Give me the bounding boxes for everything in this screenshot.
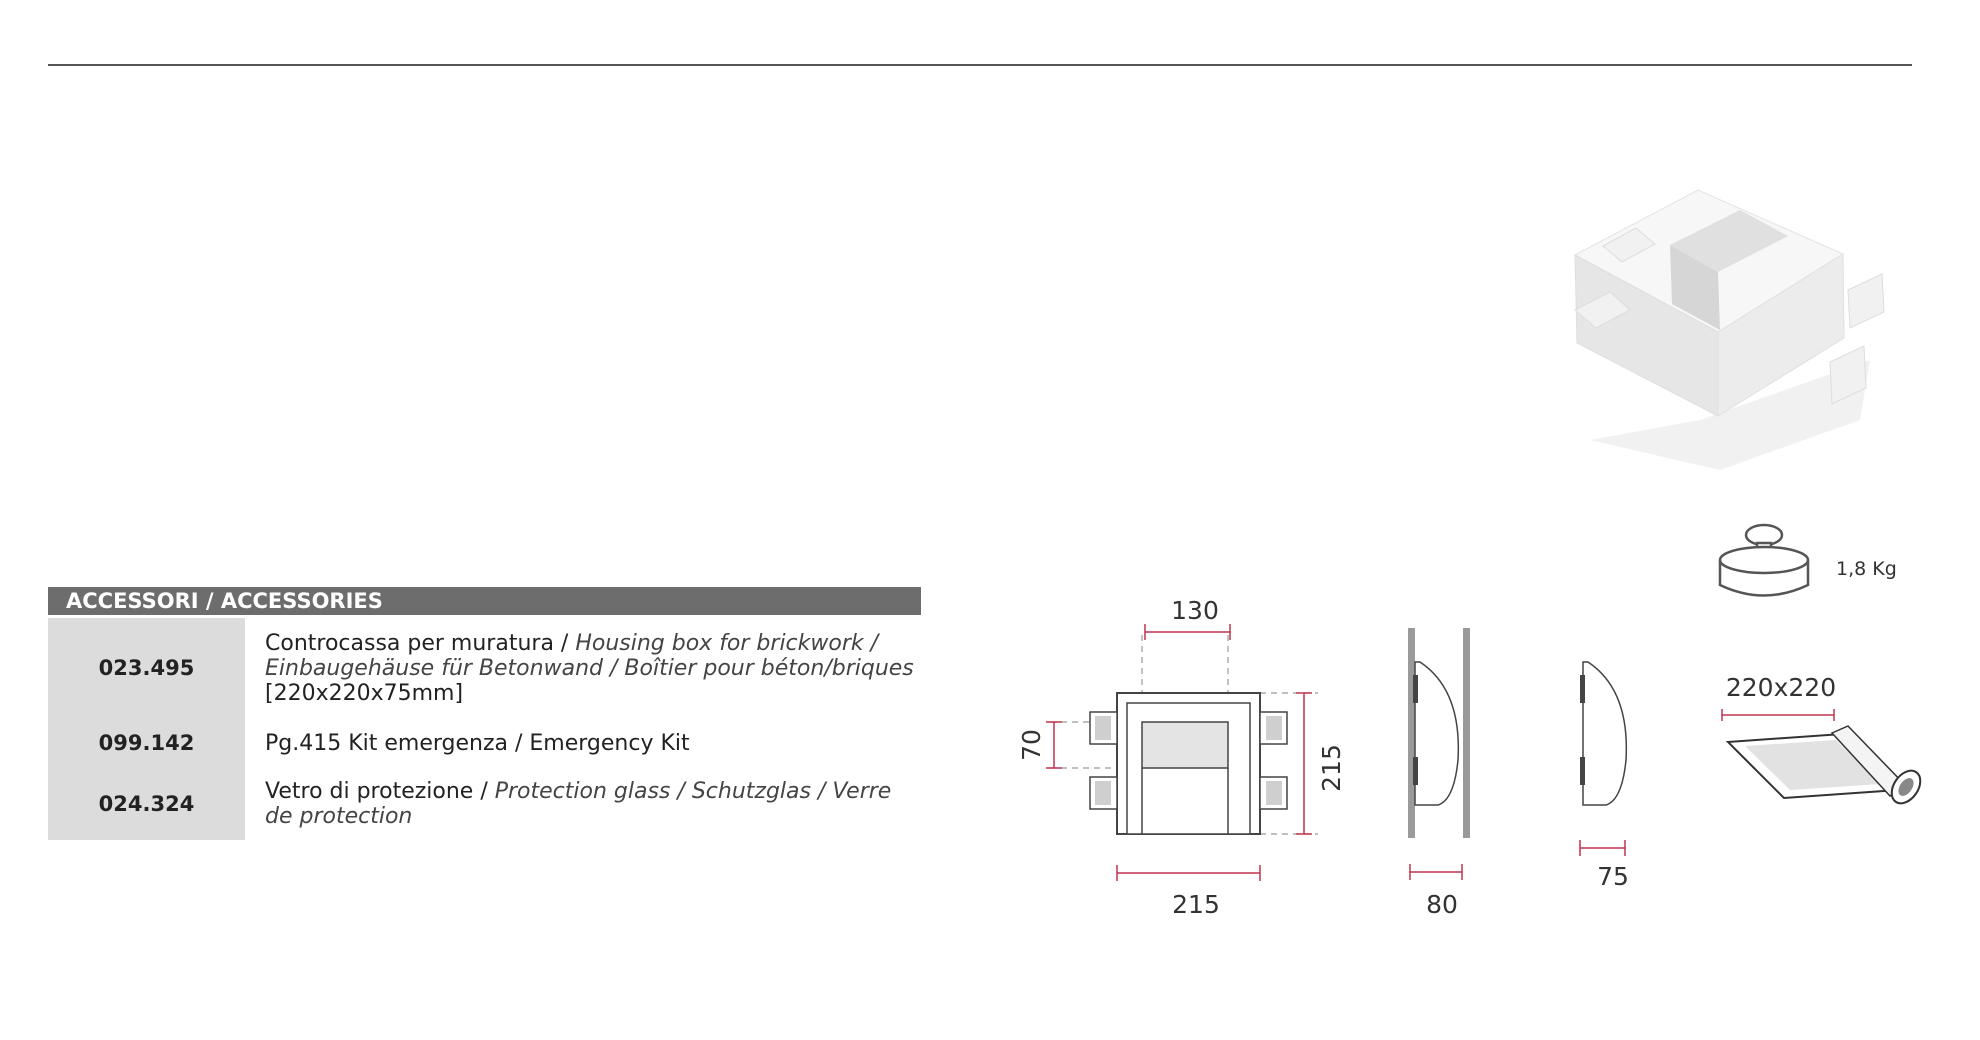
desc-fr: Verre de protection [265,779,892,829]
accessory-description: Vetro di protezione / Protection glass / Schutzglas / Verre de protection [265,779,892,829]
dim-side-depth: 80 [1426,890,1458,919]
side-view [1580,662,1626,856]
dim-cutout: 220x220 [1725,673,1837,702]
accessory-row [48,718,921,768]
desc-de: Schutzglas [691,779,811,804]
dim-side-depth-2: 75 [1597,862,1629,891]
desc-size: [220x220x75mm] [265,680,464,706]
accessory-code: 023.495 [48,618,245,718]
accessory-row [48,768,921,840]
desc-de: Einbaugehäuse für Betonwand [265,655,603,681]
cutout-icon [1722,709,1926,809]
weight-icon [1720,525,1808,596]
desc-it: Vetro di protezione [265,779,474,804]
dim-front-right-height: 215 [1317,744,1346,792]
dim-front-width-bottom: 215 [1172,890,1220,919]
desc-fr: Boîtier pour béton/briques [624,655,914,681]
desc-it: Controcassa per muratura [265,630,554,656]
accessory-code: 024.324 [48,768,245,840]
front-view [1046,624,1318,881]
accessories-header: ACCESSORI / ACCESSORIES [48,587,921,615]
dim-front-width-top: 130 [1171,596,1219,625]
desc-en: Housing box for brickwork [575,630,864,656]
dim-front-left-height: 70 [1017,729,1046,761]
accessory-row [48,618,921,718]
accessory-description: Controcassa per muratura / Housing box for brickwork / Einbaugehäuse für Betonwand / Boîtier pour béton/briques [220x220x75mm] [265,630,914,706]
desc-en: Protection glass [494,779,671,804]
weight-label: 1,8 Kg [1836,558,1897,580]
side-view-wall [1408,628,1470,880]
accessory-description: Pg.415 Kit emergenza / Emergency Kit [265,730,690,756]
accessory-code: 099.142 [48,718,245,768]
product-photo [1575,190,1884,470]
